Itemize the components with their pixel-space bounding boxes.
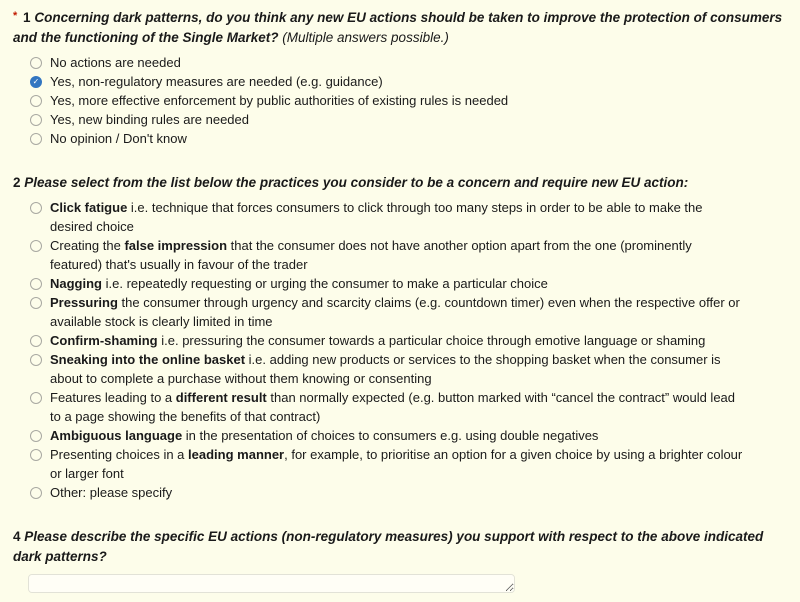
radio-unselected-icon[interactable] [30, 487, 42, 499]
option-label: Yes, new binding rules are needed [50, 112, 249, 127]
answer-option[interactable] [30, 129, 790, 148]
answer-option[interactable] [30, 236, 790, 274]
option-label: Pressuring the consumer through urgency and scarcity claims (e.g. countdown timer) even when the respective offer or available stock is clearly limited in time [50, 295, 740, 329]
radio-unselected-icon[interactable] [30, 133, 42, 145]
option-label: Other: please specify [50, 485, 173, 500]
option-label: Yes, non-regulatory measures are needed (e.g. guidance) [50, 74, 383, 89]
radio-unselected-icon[interactable] [30, 278, 42, 290]
answer-option[interactable] [30, 110, 790, 129]
answer-option[interactable] [30, 72, 790, 91]
question-number: 1 [23, 10, 31, 25]
question-number: 2 [13, 175, 21, 190]
radio-unselected-icon[interactable] [30, 335, 42, 347]
option-label: No actions are needed [50, 55, 181, 70]
radio-unselected-icon[interactable] [30, 430, 42, 442]
question-2-options [30, 198, 790, 502]
option-label: Yes, more effective enforcement by public authorities of existing rules is needed [50, 93, 509, 108]
question-note: (Multiple answers possible.) [282, 30, 449, 45]
question-4-heading [13, 527, 790, 567]
answer-option[interactable] [30, 91, 790, 110]
radio-unselected-icon[interactable] [30, 57, 42, 69]
question-1 [13, 6, 790, 148]
answer-option[interactable] [30, 388, 790, 426]
radio-unselected-icon[interactable] [30, 95, 42, 107]
option-label: Creating the false impression that the consumer does not have another option apart from the one (prominently featured) that's usually in favour of the trader [50, 238, 692, 272]
question-number: 4 [13, 529, 21, 544]
option-label: Confirm-shaming i.e. pressuring the consumer towards a particular choice through emotive language or shaming [50, 333, 706, 348]
question-text: Please describe the specific EU actions (non-regulatory measures) you support with respect to the above indicated dark patterns? [13, 529, 764, 564]
answer-textarea[interactable] [28, 574, 515, 593]
answer-option[interactable] [30, 483, 790, 502]
answer-option[interactable] [30, 53, 790, 72]
option-label: Click fatigue i.e. technique that forces consumers to click through too many steps in order to be able to make the desired choice [50, 200, 703, 234]
radio-unselected-icon[interactable] [30, 354, 42, 366]
radio-unselected-icon[interactable] [30, 240, 42, 252]
answer-option[interactable] [30, 274, 790, 293]
option-label: Nagging i.e. repeatedly requesting or urging the consumer to make a particular choice [50, 276, 548, 291]
answer-option[interactable] [30, 331, 790, 350]
answer-option[interactable] [30, 293, 790, 331]
option-label: Ambiguous language in the presentation of choices to consumers e.g. using double negatives [50, 428, 599, 443]
answer-option[interactable] [30, 198, 790, 236]
question-2 [13, 173, 790, 502]
option-label: Sneaking into the online basket i.e. adding new products or services to the shopping basket when the consumer is about to complete a purchase without them knowing or consenting [50, 352, 721, 386]
answer-option[interactable] [30, 350, 790, 388]
radio-unselected-icon[interactable] [30, 297, 42, 309]
question-text: Concerning dark patterns, do you think any new EU actions should be taken to improve the protection of consumers and the functioning of the Single Market? [13, 10, 783, 45]
radio-selected-icon[interactable]: ✓ [30, 76, 42, 88]
answer-option[interactable] [30, 445, 790, 483]
answer-option[interactable] [30, 426, 790, 445]
question-2-heading [13, 173, 790, 193]
question-1-options [30, 53, 790, 148]
radio-unselected-icon[interactable] [30, 114, 42, 126]
option-label: Presenting choices in a leading manner, for example, to prioritise an option for a given choice by using a brighter colour or larger font [50, 447, 743, 481]
radio-unselected-icon[interactable] [30, 449, 42, 461]
radio-unselected-icon[interactable] [30, 392, 42, 404]
option-label: No opinion / Don't know [50, 131, 187, 146]
option-label: Features leading to a different result than normally expected (e.g. button marked with “cancel the contract” would lead to a page showing the benefits of that contract) [50, 390, 736, 424]
required-asterisk-icon: * [13, 10, 18, 22]
radio-unselected-icon[interactable] [30, 202, 42, 214]
question-1-heading [13, 6, 790, 48]
question-text: Please select from the list below the practices you consider to be a concern and require new EU action: [24, 175, 689, 190]
question-4 [13, 527, 790, 593]
